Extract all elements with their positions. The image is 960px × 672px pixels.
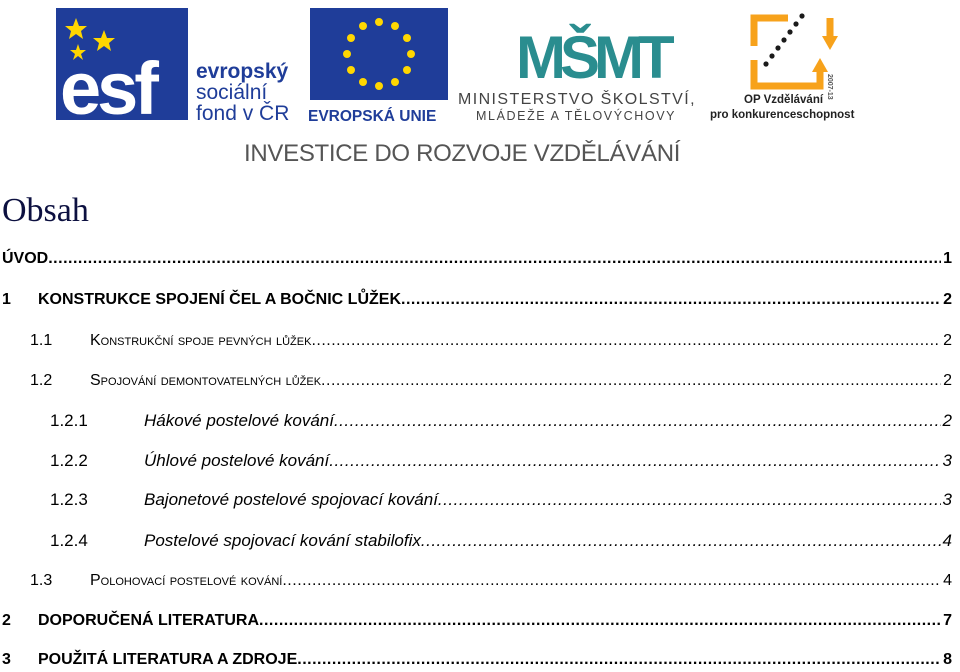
toc-entry-title: KONSTRUKCE SPOJENÍ ČEL A BOČNIC LŮŽEK — [38, 291, 401, 308]
msmt-line2: MLÁDEŽE A TĚLOVÝCHOVY — [476, 109, 677, 122]
toc-entry-page: 4 — [943, 572, 952, 589]
toc-entry-page: 4 — [942, 531, 952, 550]
toc-entry-title: Úhlové postelové kování — [144, 451, 330, 470]
toc-entry-title: Postelové spojovací kování stabilofix — [144, 531, 421, 550]
toc-entry-page: 2 — [943, 372, 952, 389]
toc-entry-1-2[interactable] — [30, 372, 952, 390]
toc-entry-number: 2 — [2, 612, 11, 629]
toc-entry-page: 7 — [943, 612, 952, 629]
toc-leader-dots — [329, 451, 940, 471]
toc-entry-title: Konstrukční spoje pevných lůžek — [90, 332, 312, 349]
investice-heading: INVESTICE DO ROZVOJE VZDĚLÁVÁNÍ — [244, 140, 681, 167]
esf-text-line1: evropský — [196, 60, 289, 83]
toc-leader-dots — [48, 250, 941, 268]
toc-entry-1-2-1[interactable] — [50, 411, 952, 431]
esf-letters: esf — [60, 47, 155, 122]
op-frame-icon — [754, 18, 830, 86]
toc-entry-number: 1.2.3 — [50, 490, 88, 509]
esf-text-line3: fond v ČR — [196, 102, 290, 122]
toc-entry-number: 1.2.2 — [50, 451, 88, 470]
toc-entry-2[interactable] — [2, 612, 952, 630]
toc-entry-number: 1.1 — [30, 332, 53, 349]
msmt-letters: MŠMT — [516, 24, 669, 91]
toc-entry-title: Bajonetové postelové spojovací kování — [144, 490, 438, 509]
msmt-line1: MINISTERSTVO ŠKOLSTVÍ, — [458, 91, 696, 108]
toc-entry-title: Polohovací postelové kování — [90, 572, 283, 589]
toc-leader-dots — [282, 572, 941, 590]
esf-logo — [56, 8, 300, 122]
toc-leader-dots — [297, 651, 941, 669]
op-line1: OP Vzdělávání — [744, 94, 824, 106]
toc-entry-uvod[interactable] — [2, 250, 952, 268]
toc-entry-page: 2 — [943, 291, 952, 308]
msmt-logo — [458, 4, 700, 122]
toc-entry-number: 1.3 — [30, 572, 53, 589]
toc-leader-dots — [259, 612, 941, 630]
toc-entry-1-2-3[interactable] — [50, 490, 952, 510]
toc-entry-number: 1.2.4 — [50, 531, 88, 550]
op-logo — [710, 6, 870, 124]
toc-entry-number: 1.2 — [30, 372, 53, 389]
toc-leader-dots — [401, 291, 941, 309]
toc-leader-dots — [334, 411, 941, 431]
toc-entry-title: Spojování demontovatelných lůžek — [90, 372, 322, 389]
op-years: 2007-13 — [826, 74, 833, 100]
toc-entry-1[interactable] — [2, 291, 952, 309]
op-line2: pro konkurenceschopnost — [710, 109, 855, 121]
toc-entry-1-3[interactable] — [30, 572, 952, 590]
toc-entry-number: 1 — [2, 291, 11, 308]
toc-entry-page: 1 — [943, 250, 952, 267]
toc-entry-page: 3 — [942, 451, 952, 470]
toc-entry-page: 3 — [942, 490, 952, 509]
toc-entry-title: DOPORUČENÁ LITERATURA — [38, 612, 260, 629]
toc-entry-number: 1.2.1 — [50, 411, 88, 430]
esf-text-line2: sociální — [196, 81, 268, 104]
toc-heading: Obsah — [2, 192, 89, 229]
toc-entry-page: 8 — [943, 651, 952, 668]
toc-entry-page: 2 — [942, 411, 952, 430]
eu-label: EVROPSKÁ UNIE — [308, 108, 437, 122]
toc-entry-3[interactable] — [2, 651, 952, 669]
toc-leader-dots — [421, 531, 941, 551]
toc-entry-1-1[interactable] — [30, 332, 952, 350]
toc-entry-title: Hákové postelové kování — [144, 411, 334, 430]
toc-entry-number: 3 — [2, 651, 11, 668]
toc-leader-dots — [438, 490, 941, 510]
toc-entry-1-2-4[interactable] — [50, 531, 952, 551]
toc-leader-dots — [311, 332, 941, 350]
toc-entry-page: 2 — [943, 332, 952, 349]
header-banner — [0, 0, 960, 170]
toc-entry-1-2-2[interactable] — [50, 451, 952, 471]
toc-leader-dots — [321, 372, 941, 390]
eu-logo — [304, 8, 452, 122]
toc-entry-title: ÚVOD — [2, 250, 49, 267]
toc-entry-title: POUŽITÁ LITERATURA A ZDROJE — [38, 651, 298, 668]
